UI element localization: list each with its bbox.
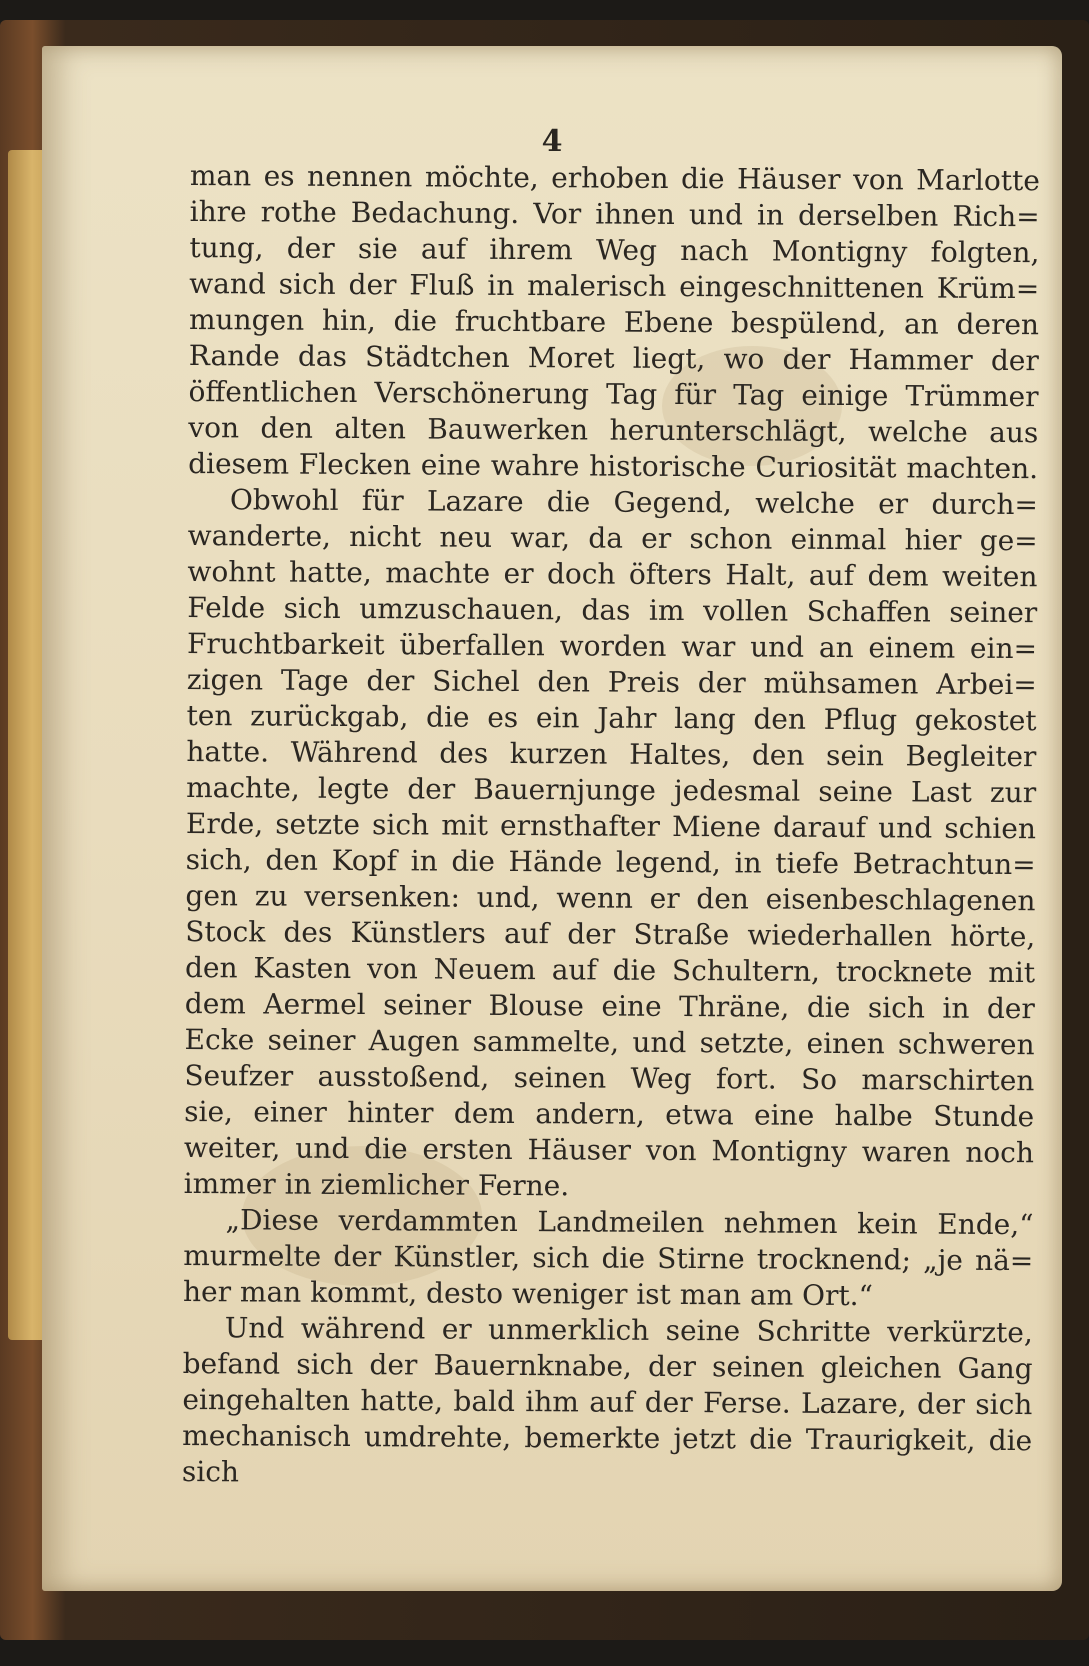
text-line: dem Aermel seiner Blouse eine Thräne, die sich in der bbox=[184, 986, 1035, 1026]
text-line: Fruchtbarkeit überfallen worden war und an einem ein= bbox=[186, 626, 1038, 666]
text-line: eingehalten hatte, bald ihm auf der Ferse. Lazare, der sich bbox=[182, 1382, 1033, 1422]
text-line: Erde, setzte sich mit ernsthafter Miene darauf und schien bbox=[185, 806, 1037, 846]
text-line: Rande das Städtchen Moret liegt, wo der Hammer der bbox=[188, 338, 1039, 378]
text-line: Und während er unmerklich seine Schritte verkürzte, bbox=[224, 1311, 1033, 1350]
text-line: weiter, und die ersten Häuser von Montigny waren noch bbox=[183, 1130, 1035, 1170]
text-line: machte, legte der Bauernjunge jedesmal seine Last zur bbox=[186, 770, 1037, 810]
body-text bbox=[181, 158, 1040, 1489]
text-line: gen zu versenken: und, wenn er den eisenbeschlagenen bbox=[185, 878, 1036, 918]
book-page bbox=[42, 46, 1062, 1591]
text-line: murmelte der Künstler, sich die Stirne trocknend; „je nä= bbox=[183, 1238, 1034, 1278]
page-number: 4 bbox=[541, 124, 563, 159]
text-line: wohnt hatte, machte er doch öfters Halt, auf dem weiten bbox=[187, 554, 1038, 594]
text-line: zigen Tage der Sichel den Preis der mühsamen Arbei= bbox=[186, 662, 1037, 702]
text-line: tung, der sie auf ihrem Weg nach Montigny folgten, bbox=[189, 230, 1040, 270]
text-line: öffentlichen Verschönerung Tag für Tag einige Trümmer bbox=[188, 374, 1039, 414]
text-line: Stock des Künstlers auf der Straße wiederhallen hörte, bbox=[185, 914, 1036, 954]
text-line: ten zurückgab, die es ein Jahr lang den Pflug gekostet bbox=[186, 698, 1037, 738]
text-line: von den alten Bauwerken herunterschlägt, welche aus bbox=[188, 410, 1039, 450]
text-line: Obwohl für Lazare die Gegend, welche er durch= bbox=[229, 483, 1038, 522]
text-line: den Kasten von Neuem auf die Schultern, trocknete mit bbox=[184, 950, 1036, 990]
text-line: diesem Flecken eine wahre historische Curiosität machten. bbox=[188, 446, 1039, 486]
text-line: her man kommt, desto weniger ist man am Ort.“ bbox=[182, 1274, 873, 1313]
text-line: wanderte, nicht neu war, da er schon einmal hier ge= bbox=[187, 518, 1038, 558]
text-line: hatte. Während des kurzen Haltes, den sein Begleiter bbox=[186, 734, 1037, 774]
text-line: mechanisch umdrehte, bemerkte jetzt die Traurigkeit, die sich bbox=[181, 1418, 1033, 1489]
text-line: Ecke seiner Augen sammelte, und setzte, einen schweren bbox=[184, 1022, 1035, 1062]
text-line: mungen hin, die fruchtbare Ebene bespülend, an deren bbox=[188, 302, 1040, 342]
text-line: „Diese verdammten Landmeilen nehmen kein Ende,“ bbox=[225, 1203, 1034, 1242]
text-line: Felde sich umzuschauen, das im vollen Schaffen seiner bbox=[187, 590, 1038, 630]
text-line: man es nennen möchte, erhoben die Häuser von Marlotte bbox=[189, 158, 1040, 198]
text-line: sich, den Kopf in die Hände legend, in tiefe Betrachtun= bbox=[185, 842, 1036, 882]
text-line: befand sich der Bauernknabe, der seinen gleichen Gang bbox=[182, 1346, 1033, 1386]
text-line: wand sich der Fluß in malerisch eingeschnittenen Krüm= bbox=[189, 266, 1040, 306]
text-line: immer in ziemlicher Ferne. bbox=[183, 1166, 570, 1203]
text-line: Seufzer ausstoßend, seinen Weg fort. So marschirten bbox=[184, 1058, 1035, 1098]
text-line: ihre rothe Bedachung. Vor ihnen und in derselben Rich= bbox=[189, 194, 1040, 234]
text-line: sie, einer hinter dem andern, etwa eine halbe Stunde bbox=[184, 1094, 1035, 1134]
